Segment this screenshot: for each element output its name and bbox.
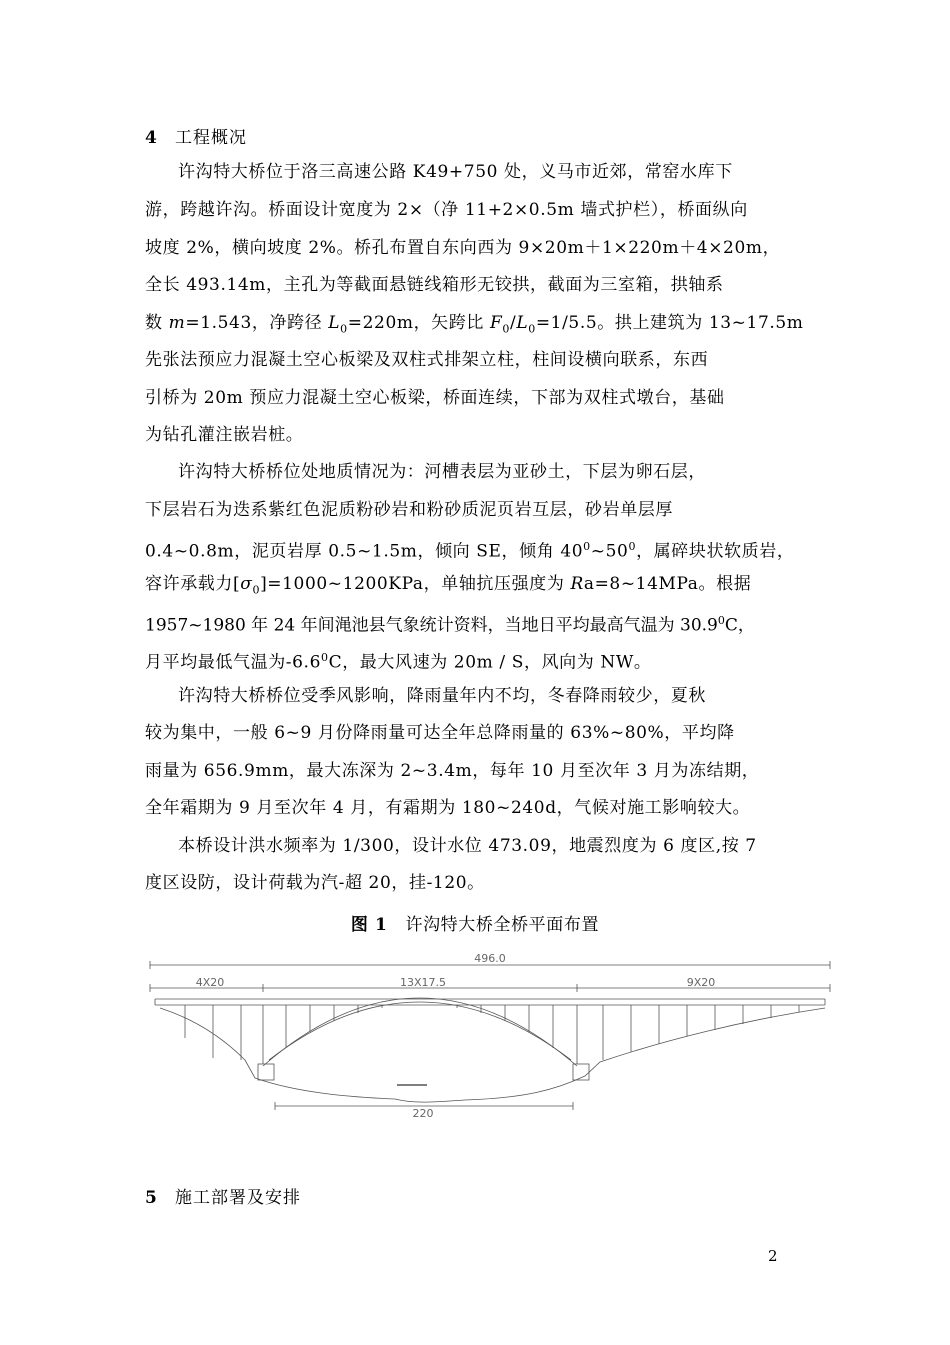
paragraph-line: 许沟特大桥桥位处地质情况为：河槽表层为亚砂土，下层为卵石层， [178,462,706,482]
bridge-elevation-drawing [145,952,835,1122]
paragraph-line: 全长 493.14m，主孔为等截面悬链线箱形无铰拱，截面为三室箱，拱轴系 [145,275,724,295]
paragraph-line: 0.4~0.8m，泥页岩厚 0.5~1.5m，倾向 SE，倾角 $40^0\sim 50^0$，属碎块状软质岩， [145,540,795,562]
dimension-main-span: 220 [412,1107,434,1120]
paragraph-line: 较为集中，一般 6~9 月份降雨量可达全年总降雨量的 63%~80%，平均降 [145,723,735,743]
section-title: 工程概况 [175,128,247,148]
paragraph-line: 1957~1980 年 24 年间渑池县气象统计资料，当地日平均最高气温为 30.9$^0$C， [145,614,755,636]
section-title: 施工部署及安排 [175,1188,301,1208]
dimension-left-spans: 4X20 [195,976,225,989]
section-number: 5 [145,1188,158,1208]
figure-caption-text: 许沟特大桥全桥平面布置 [405,915,600,935]
paragraph-line: 数 m=1.543，净跨径 $L_0=220m$，矢跨比 $F_0/L_0=1/5.5$。拱上建筑为 13~17.5m [145,313,804,336]
paragraph-line: 为钻孔灌注嵌岩桩。 [145,425,304,445]
paragraph-line: 下层岩石为迭系紫红色泥质粉砂岩和粉砂质泥页岩互层，砂岩单层厚 [145,500,673,520]
paragraph-line: 先张法预应力混凝土空心板梁及双柱式排架立柱，柱间设横向联系，东西 [145,350,709,370]
paragraph-line: 许沟特大桥位于洛三高速公路 K49+750 处，义马市近郊，常窑水库下 [178,162,733,182]
paragraph-line: 坡度 2%，横向坡度 2%。桥孔布置自东向西为 9×20m＋1×220m＋4×20m， [145,238,781,258]
paragraph-line: 游，跨越许沟。桥面设计宽度为 2×（净 11+2×0.5m 墙式护栏），桥面纵向 [145,200,748,220]
section-heading [145,1183,301,1208]
dimension-total: 496.0 [474,952,506,965]
paragraph-line: 度区设防，设计荷载为汽-超 20，挂-120。 [145,873,485,893]
paragraph-line: 引桥为 20m 预应力混凝土空心板梁，桥面连续，下部为双柱式墩台，基础 [145,388,725,408]
paragraph-line: 许沟特大桥桥位受季风影响，降雨量年内不均，冬春降雨较少，夏秋 [178,686,706,706]
figure-number: 图 1 [350,915,388,935]
figure-caption [0,910,950,935]
paragraph-line: 月平均最低气温为$-6.6^0C$，最大风速为 20m / S，风向为 NW。 [145,651,652,673]
section-number: 4 [145,128,158,148]
paragraph-line: 雨量为 656.9mm，最大冻深为 2~3.4m，每年 10 月至次年 3 月为冻结期， [145,761,760,781]
dimension-arch-spans: 13X17.5 [399,976,447,989]
paragraph-line: 本桥设计洪水频率为 1/300，设计水位 473.09，地震烈度为 6 度区,按 7 [178,836,757,856]
paragraph-line: 容许承载力$[\sigma_0]=1000\sim 1200KPa$，单轴抗压强度为 Ra=8~14MPa。根据 [145,574,752,597]
section-heading [145,123,247,148]
dimension-right-spans: 9X20 [686,976,716,989]
page-number: 2 [768,1247,778,1265]
paragraph-line: 全年霜期为 9 月至次年 4 月，有霜期为 180~240d，气候对施工影响较大。 [145,798,751,818]
